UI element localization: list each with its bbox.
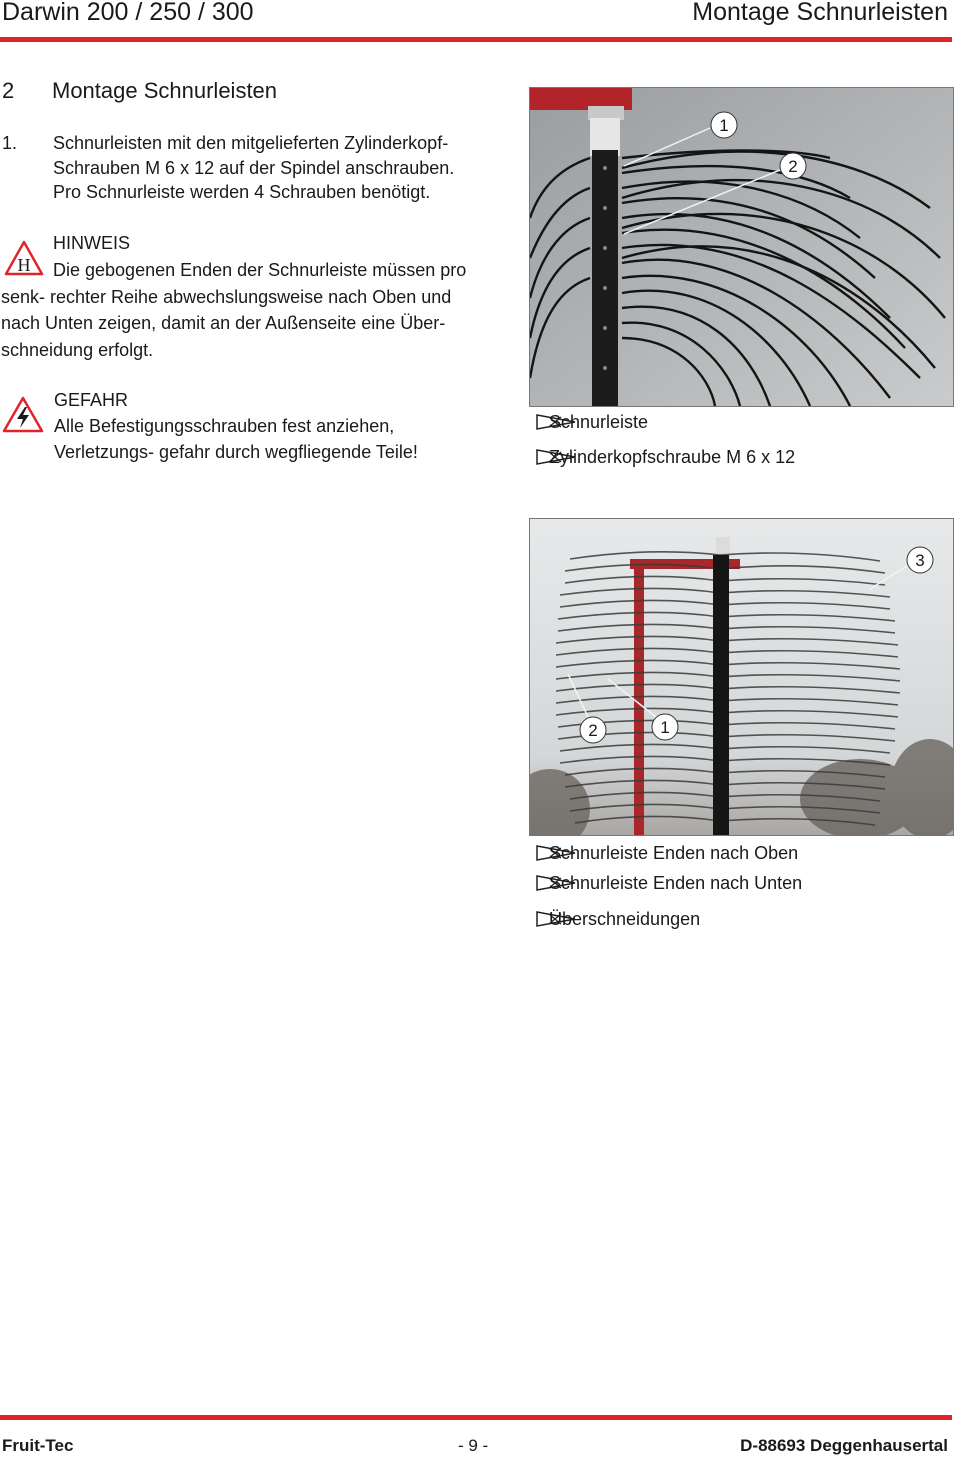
- step-number: 1.: [2, 133, 18, 153]
- gefahr-block: [54, 387, 418, 465]
- section-title: Montage Schnurleisten: [52, 78, 278, 103]
- photo2-caption-2: [535, 873, 802, 894]
- hinweis-line: schneidung erfolgt.: [1, 340, 154, 360]
- svg-text:1: 1: [660, 718, 670, 737]
- caption-text: Schnurleiste: [549, 412, 649, 432]
- gefahr-line: Verletzungs- gefahr durch wegfliegende Teile!: [54, 442, 418, 462]
- photo-schnurleiste-detail: [529, 87, 954, 407]
- photo-schnurleisten-overview: [529, 518, 954, 836]
- photo1-caption-1: [535, 412, 648, 433]
- caption-text: Zylinderkopfschraube M 6 x 12: [549, 447, 796, 467]
- chapter-title: Montage Schnurleisten: [692, 0, 948, 26]
- caption-text: Schnurleiste Enden nach Oben: [549, 843, 799, 863]
- hinweis-warning-icon: [4, 240, 44, 276]
- hinweis-block: [53, 230, 130, 257]
- photo2-caption-1: [535, 843, 798, 864]
- danger-high-voltage-icon: [2, 396, 44, 434]
- gefahr-line: Alle Befestigungsschrauben fest anziehen,: [54, 416, 395, 436]
- svg-text:H: H: [17, 255, 31, 275]
- svg-text:2: 2: [588, 721, 598, 740]
- hinweis-line: senk- rechter Reihe abwechslungsweise nach Oben und: [1, 287, 452, 307]
- step-line: Schnurleisten mit den mitgelieferten Zylinderkopf-: [53, 133, 449, 153]
- footer-company: Fruit-Tec: [2, 1436, 74, 1455]
- photo1-caption-2: [535, 447, 795, 468]
- svg-text:2: 2: [788, 157, 798, 176]
- section-number: 2: [2, 78, 15, 103]
- step-line: Pro Schnurleiste werden 4 Schrauben benötigt.: [53, 182, 431, 202]
- page-number: - 9 -: [458, 1436, 489, 1455]
- section-heading: [2, 78, 277, 104]
- hinweis-line: Die gebogenen Enden der Schnurleiste müssen pro: [53, 260, 467, 280]
- step-line: Schrauben M 6 x 12 auf der Spindel anschrauben.: [53, 157, 455, 178]
- hinweis-title: HINWEIS: [53, 233, 131, 253]
- gefahr-title: GEFAHR: [54, 390, 129, 410]
- svg-text:3: 3: [915, 551, 925, 570]
- document-title: Darwin 200 / 250 / 300: [2, 0, 254, 26]
- footer-address: D-88693 Deggenhausertal: [740, 1436, 948, 1455]
- caption-text: Schnurleiste Enden nach Unten: [549, 873, 803, 893]
- hinweis-line: nach Unten zeigen, damit an der Außenseite eine Über-: [1, 313, 446, 333]
- svg-text:1: 1: [719, 116, 729, 135]
- photo2-caption-3: [535, 909, 700, 930]
- header-rule: [0, 37, 952, 42]
- caption-text: Überschneidungen: [549, 909, 701, 929]
- footer-rule: [0, 1415, 952, 1420]
